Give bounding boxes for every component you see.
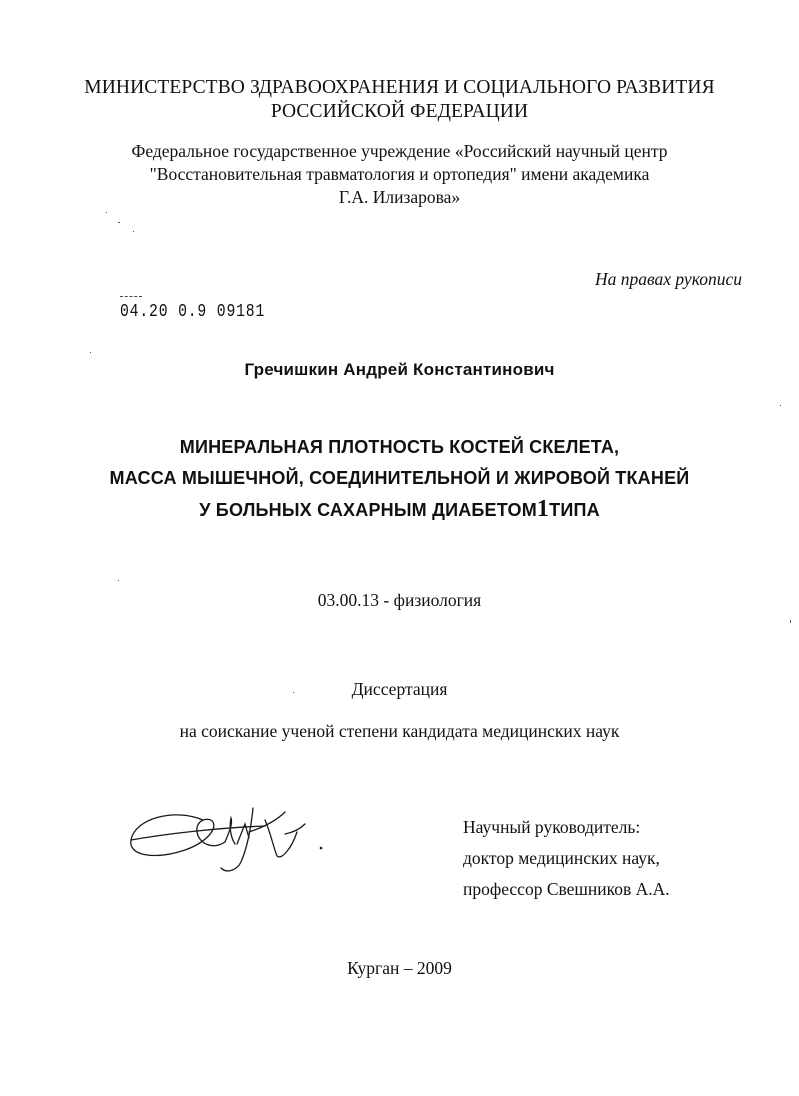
institution-line-2: "Восстановительная травматология и ортопедия" имени академика [149,164,650,184]
institution-name [0,140,799,209]
scientific-supervisor [463,812,670,905]
title-line-3-prefix: У БОЛЬНЫХ САХАРНЫМ ДИАБЕТОМ [199,500,537,520]
handwritten-signature [125,798,340,883]
title-line-1: МИНЕРАЛЬНАЯ ПЛОТНОСТЬ КОСТЕЙ СКЕЛЕТА, [179,437,620,457]
degree-sought: на соискание ученой степени кандидата медицинских наук [179,721,620,741]
scan-speck [133,231,134,232]
scan-speck [106,212,107,213]
manuscript-rights-note: На правах рукописи [595,269,742,289]
supervisor-name: профессор Свешников А.А. [463,879,670,899]
ministry-line-1: МИНИСТЕРСТВО ЗДРАВООХРАНЕНИЯ И СОЦИАЛЬНОГО РАЗВИТИЯ [84,77,715,98]
institution-line-3: Г.А. Илизарова» [338,187,461,207]
stamp-dash-mark [120,296,142,299]
scan-speck [790,620,791,623]
title-line-3 [0,494,799,526]
scan-speck [90,352,91,353]
specialty-code: 03.00.13 - физиология [317,590,482,610]
document-type: Диссертация [351,679,448,699]
scan-speck [293,692,294,693]
scan-speck [118,222,120,223]
title-diabetes-type-number: 1 [536,496,550,522]
title-line-2: МАССА МЫШЕЧНОЙ, СОЕДИНИТЕЛЬНОЙ И ЖИРОВОЙ ТКАНЕЙ [109,468,690,488]
supervisor-degree: доктор медицинских наук, [463,848,660,868]
dissertation-title [0,432,799,526]
registration-stamp: 04.20 0.9 09181 [120,302,266,322]
scan-speck [118,580,119,581]
institution-line-1: Федеральное государственное учреждение «Российский научный центр [131,141,668,161]
ministry-header [0,76,799,124]
author-name: Гречишкин Андрей Константинович [244,360,555,379]
scan-speck [780,405,781,406]
ministry-line-2: РОССИЙСКОЙ ФЕДЕРАЦИИ [270,101,529,122]
supervisor-label: Научный руководитель: [463,817,641,837]
city-and-year: Курган – 2009 [347,958,452,978]
title-line-3-suffix: ТИПА [549,500,600,520]
